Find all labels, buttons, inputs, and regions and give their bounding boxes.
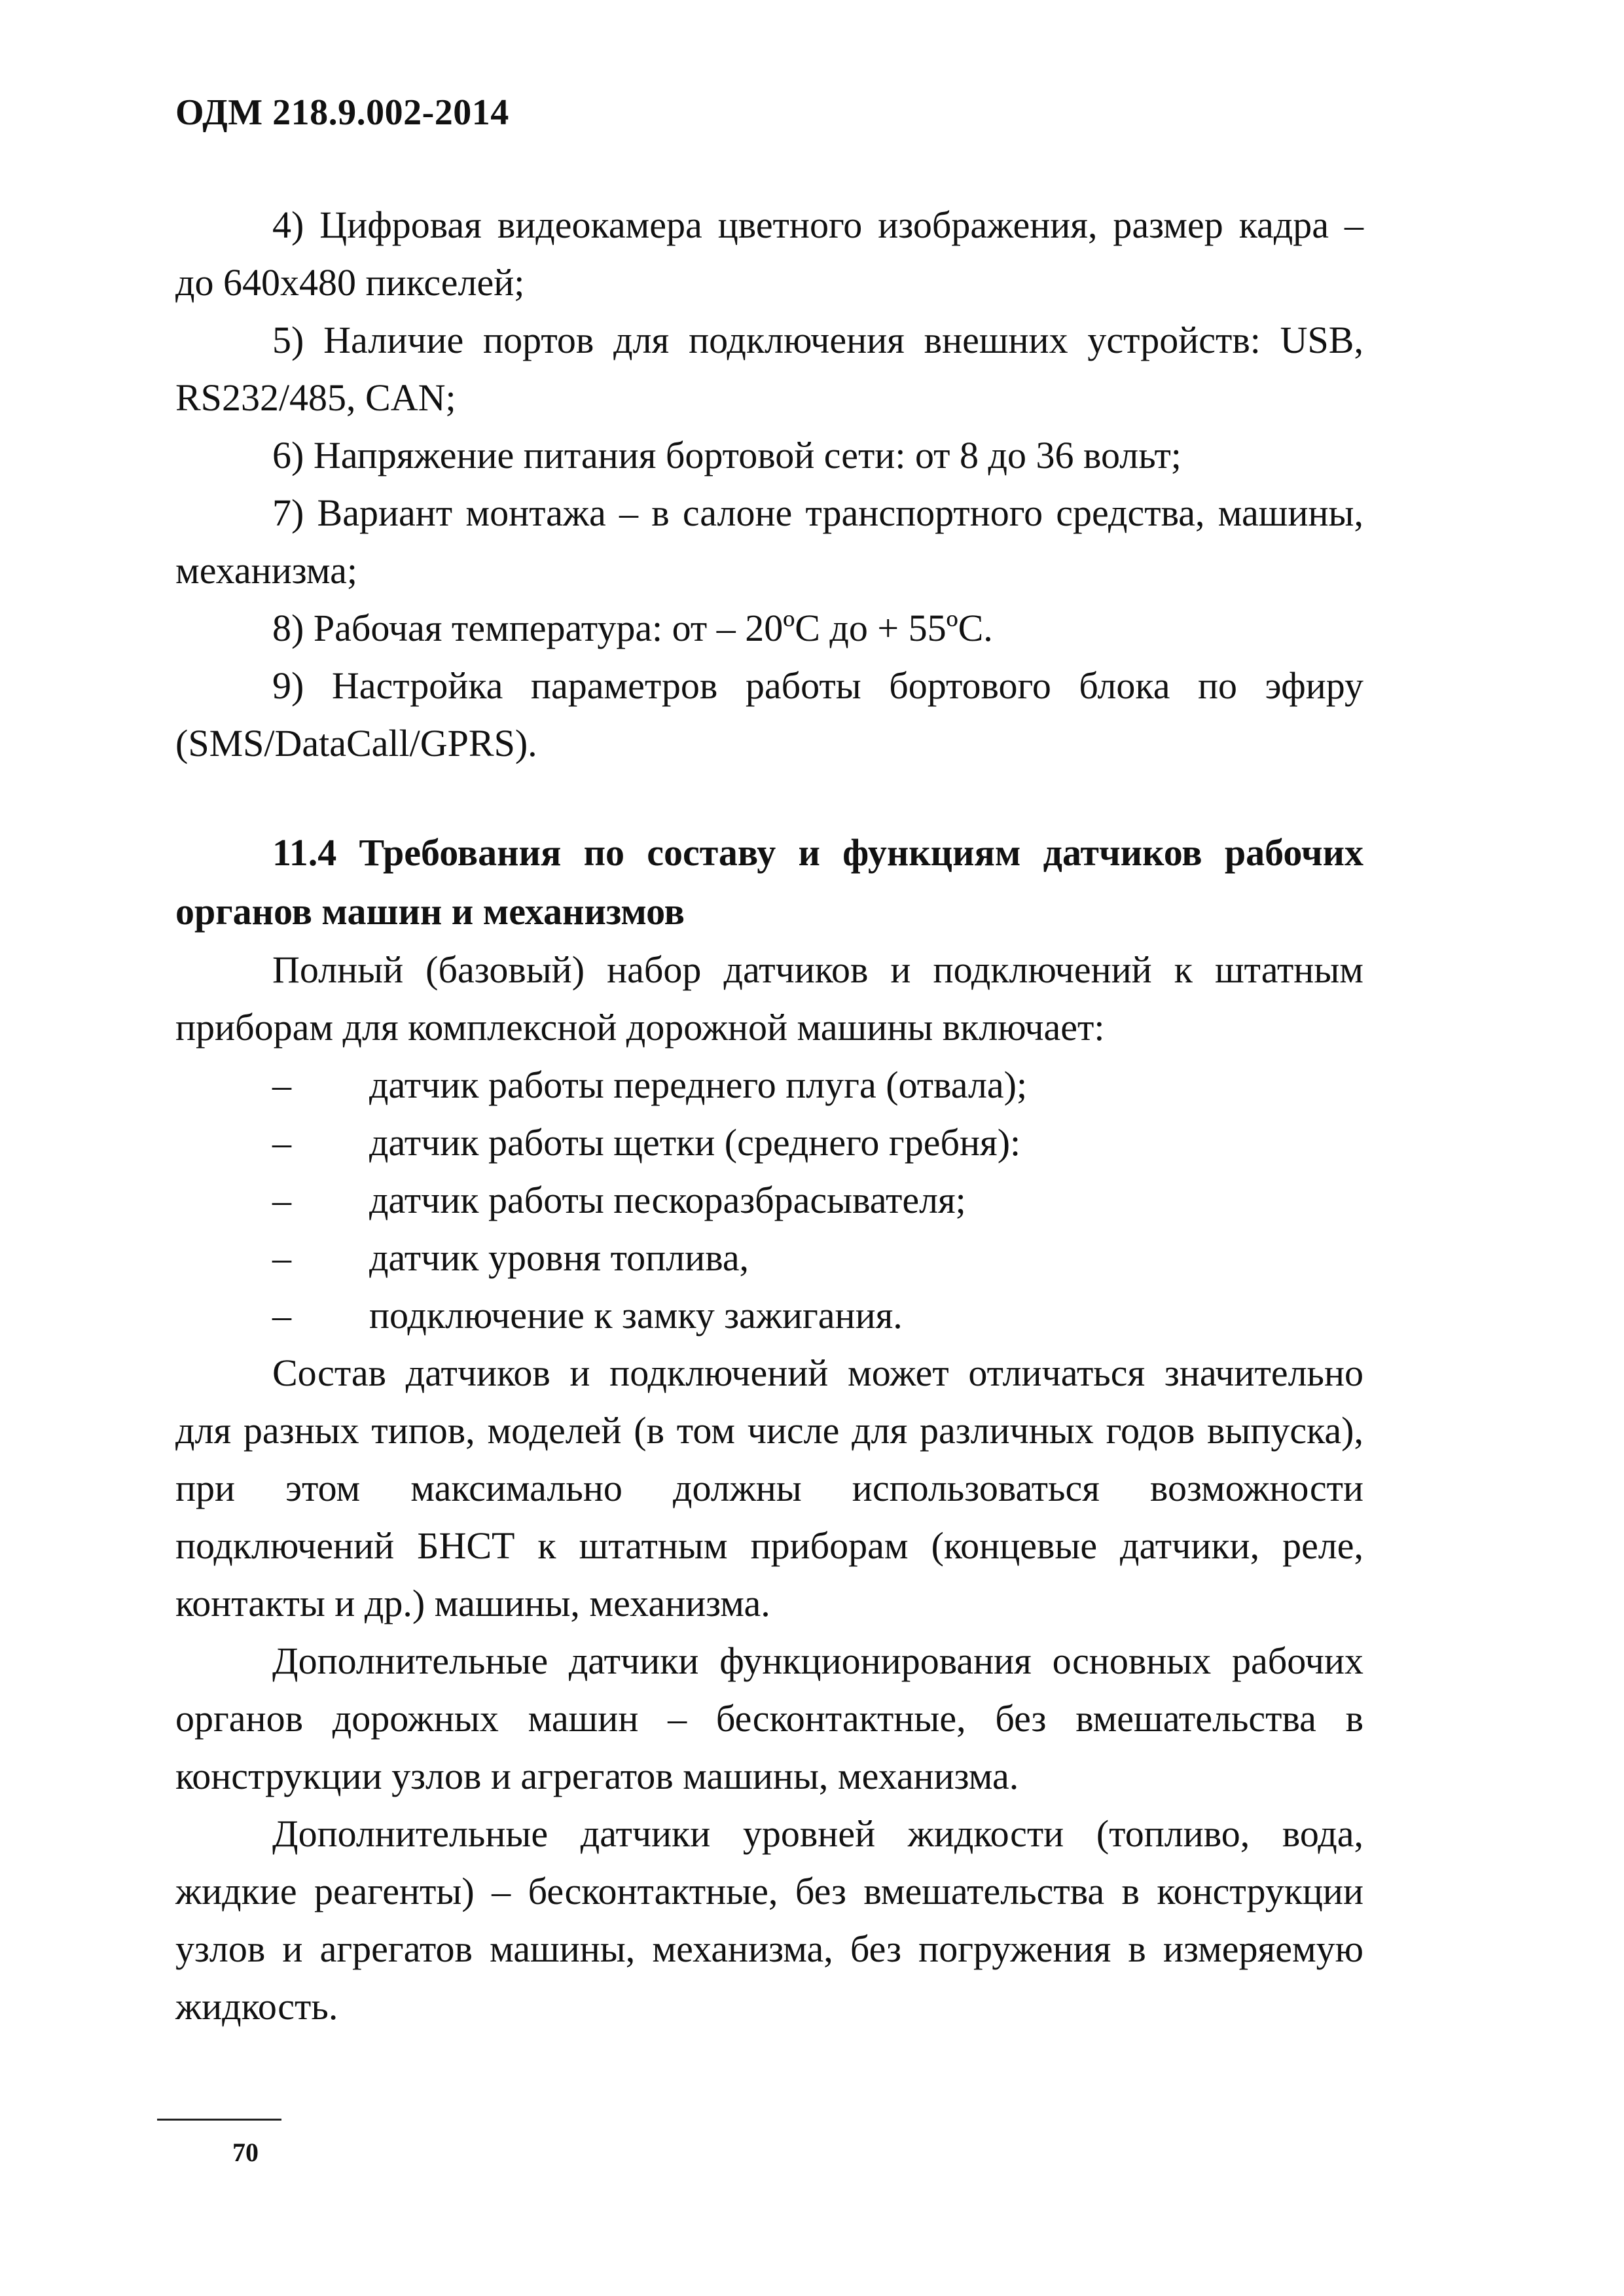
page-number: 70 bbox=[232, 2138, 259, 2167]
list-item-text: датчик уровня топлива, bbox=[369, 1236, 749, 1279]
list-item bbox=[175, 1287, 1363, 1344]
dash-bullet: – bbox=[272, 1179, 291, 1221]
list-item bbox=[175, 1172, 1363, 1229]
technical-specs-list bbox=[175, 196, 1363, 772]
list-item-text: датчик работы щетки (среднего гребня): bbox=[369, 1121, 1021, 1164]
section-heading: 11.4 Требования по составу и функциям датчиков рабочих органов машин и механизмов bbox=[175, 831, 1363, 933]
footnote-divider bbox=[157, 2119, 281, 2121]
list-item-text: датчик работы переднего плуга (отвала); bbox=[369, 1064, 1028, 1106]
section-body bbox=[175, 941, 1363, 2036]
dash-bullet: – bbox=[272, 1121, 291, 1164]
dash-bullet: – bbox=[272, 1236, 291, 1279]
list-item-text: подключение к замку зажигания. bbox=[369, 1294, 903, 1336]
dash-bullet: – bbox=[272, 1294, 291, 1336]
body-paragraph: Дополнительные датчики функционирования основных рабочих органов дорожных машин – бесконтактные, без вмешательства в конструкции узлов и агрегатов машины, механизма. bbox=[175, 1640, 1363, 1797]
spec-item: 6) Напряжение питания бортовой сети: от 8 до 36 вольт; bbox=[272, 434, 1182, 476]
list-item bbox=[175, 1056, 1363, 1114]
dash-bullet: – bbox=[272, 1064, 291, 1106]
spec-item: 5) Наличие портов для подключения внешних устройств: USB, RS232/485, CAN; bbox=[175, 319, 1363, 419]
section-intro: Полный (базовый) набор датчиков и подключений к штатным приборам для комплексной дорожной машины включает: bbox=[175, 948, 1363, 1049]
spec-item: 7) Вариант монтажа – в салоне транспортного средства, машины, механизма; bbox=[175, 492, 1363, 592]
list-item bbox=[175, 1229, 1363, 1287]
list-item bbox=[175, 1114, 1363, 1172]
list-item-text: датчик работы пескоразбрасывателя; bbox=[369, 1179, 966, 1221]
document-code: ОДМ 218.9.002-2014 bbox=[175, 92, 509, 133]
spec-item: 9) Настройка параметров работы бортового блока по эфиру (SMS/DataCall/GPRS). bbox=[175, 664, 1363, 764]
body-paragraph: Состав датчиков и подключений может отличаться значительно для разных типов, моделей (в том числе для различных годов выпуска), при этом максимально должны использоваться возможности подключений БНСТ к штатным приборам (концевые датчики, реле, контакты и др.) машины, механизма. bbox=[175, 1352, 1363, 1624]
body-paragraph: Дополнительные датчики уровней жидкости (топливо, вода, жидкие реагенты) – бесконтактные, без вмешательства в конструкции узлов и агрегатов машины, механизма, без погружения в измеряемую жидкость. bbox=[175, 1812, 1363, 2028]
spec-item: 4) Цифровая видеокамера цветного изображения, размер кадра – до 640x480 пикселей; bbox=[175, 204, 1363, 304]
spec-item: 8) Рабочая температура: от – 20ºС до + 55ºС. bbox=[272, 607, 993, 649]
